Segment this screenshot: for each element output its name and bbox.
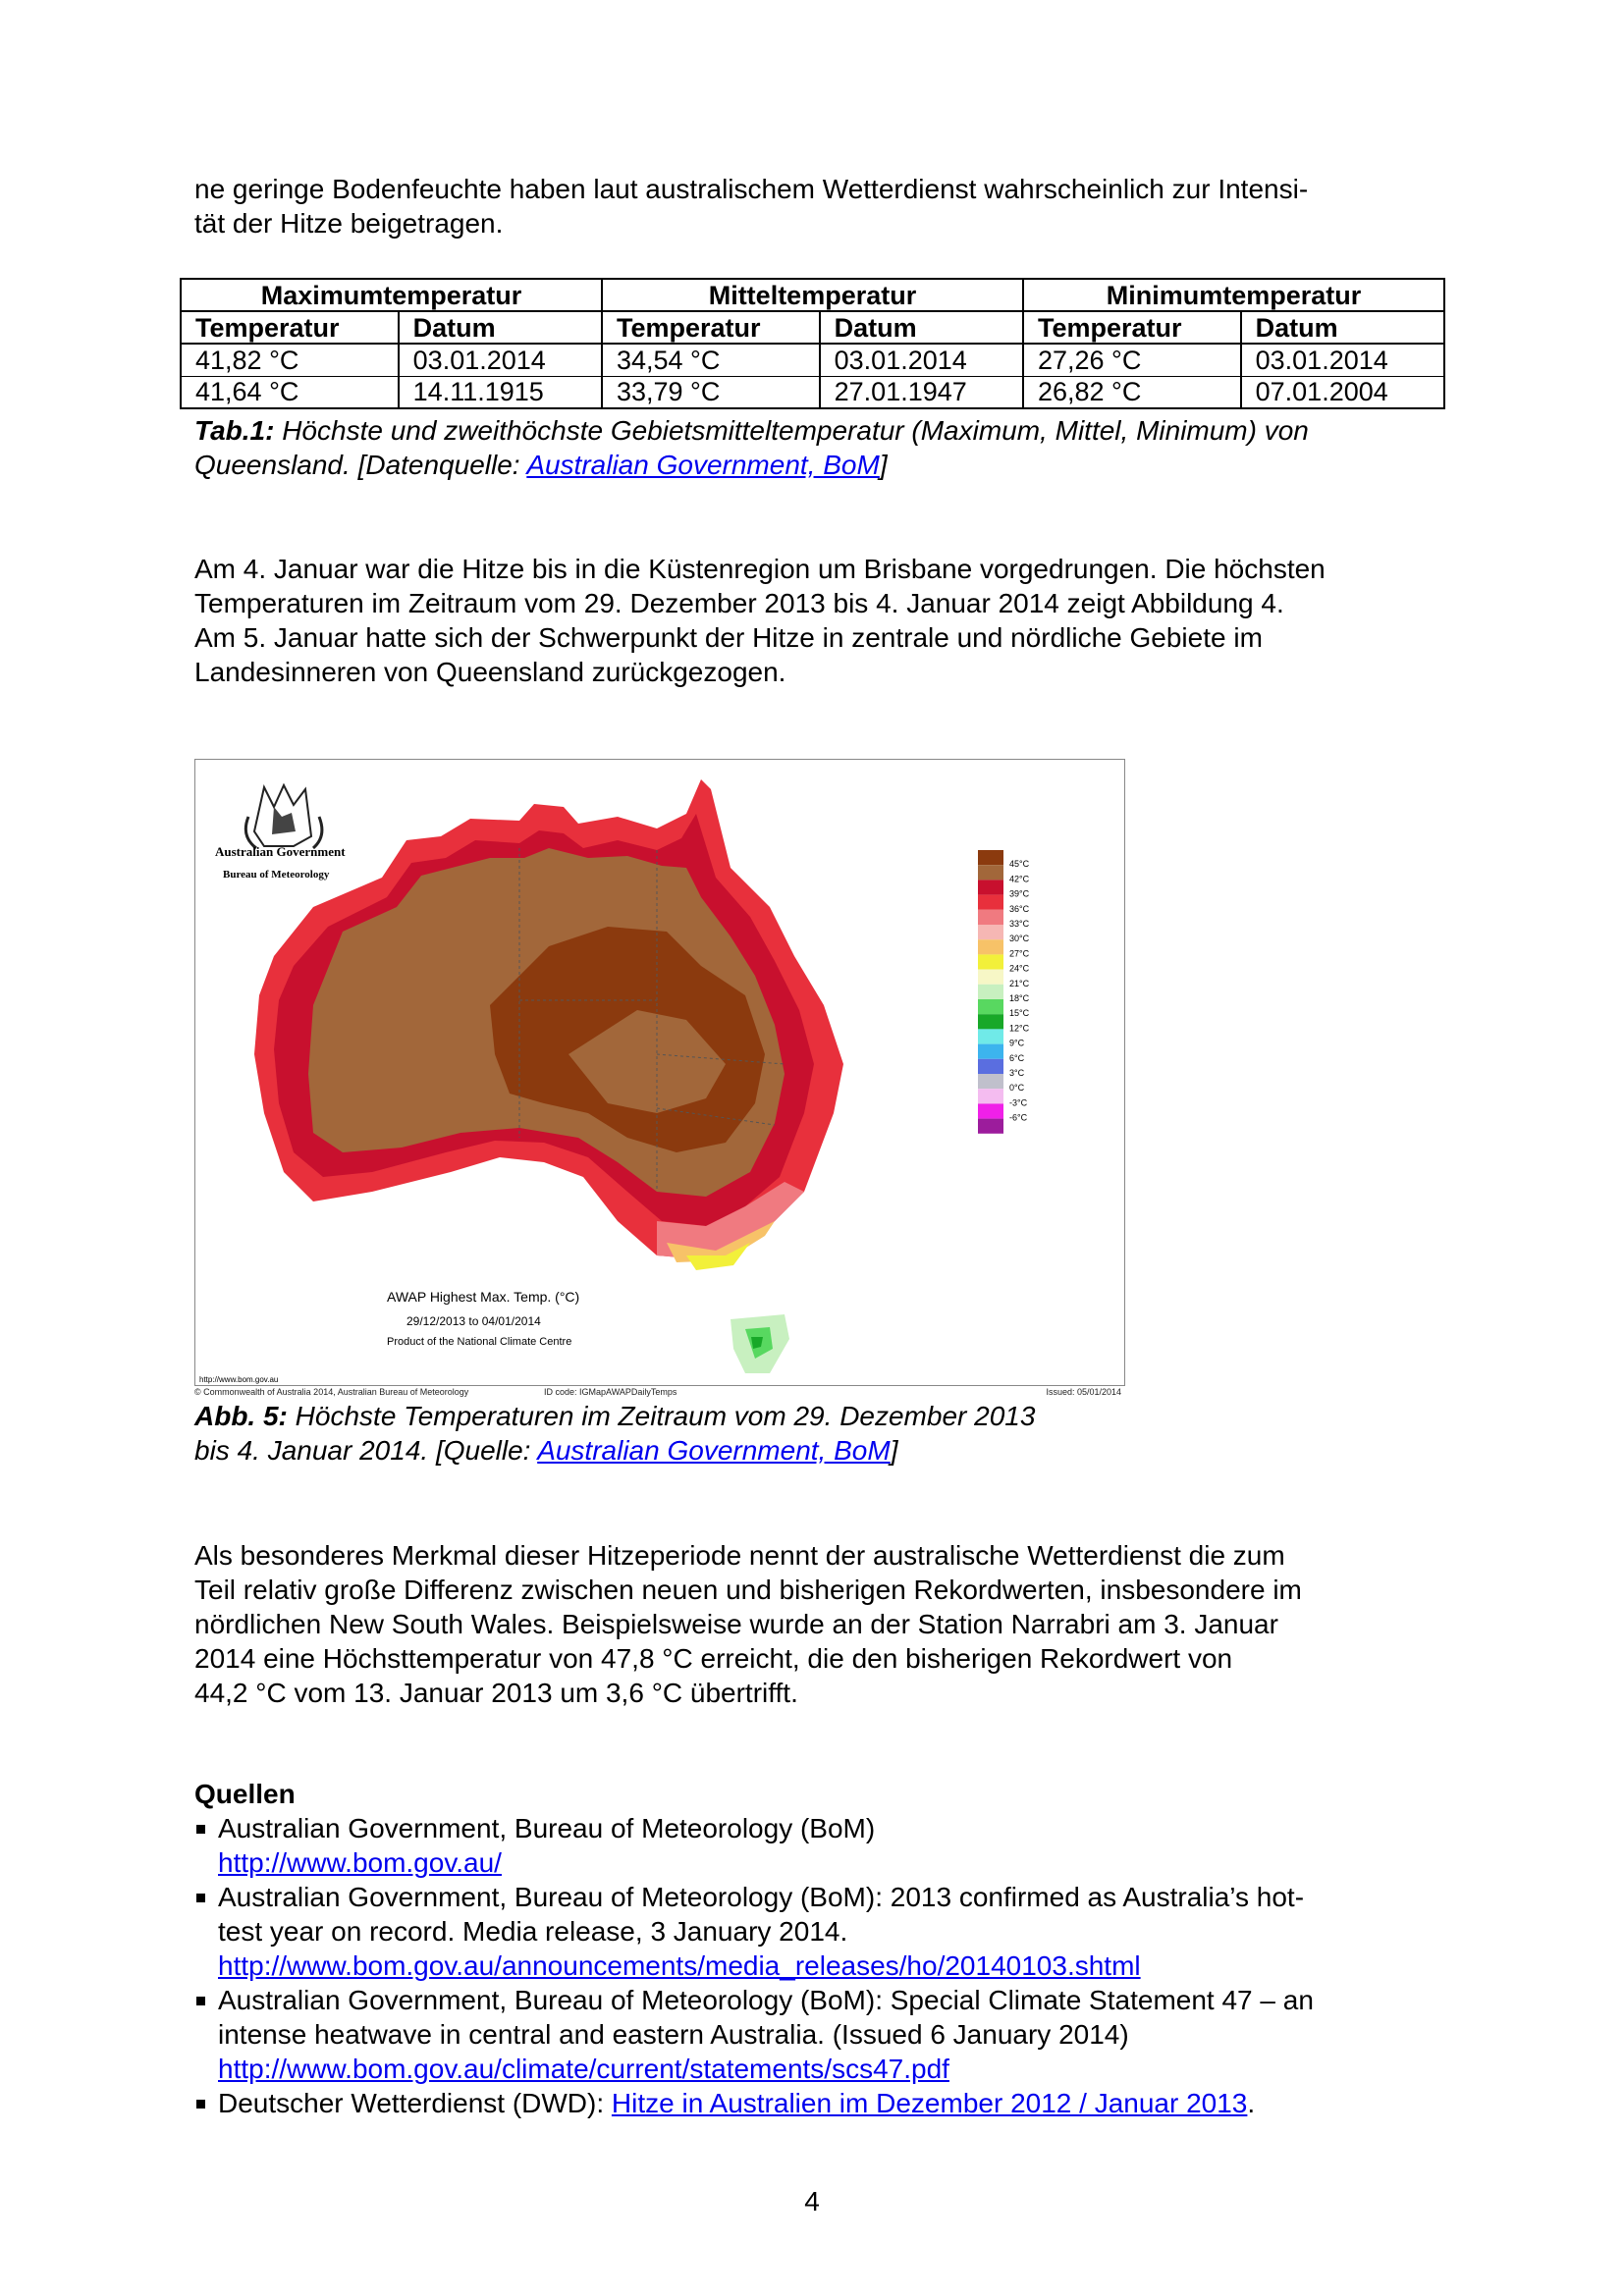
temperature-legend [978, 850, 1030, 1134]
paragraph-2 [194, 1538, 1441, 1710]
sources-heading: Quellen [194, 1779, 296, 1809]
list-item [194, 1880, 1451, 1983]
subheader-cell: Datum [399, 311, 602, 344]
map-issued-date: Issued: 05/01/2014 [1046, 1387, 1121, 1397]
source-link[interactable]: Hitze in Australien im Dezember 2012 / Januar 2013 [611, 2088, 1248, 2118]
legend-label: 30°C [1009, 934, 1030, 944]
table-source-link[interactable]: Australian Government, BoM [526, 450, 880, 480]
figure-source-link[interactable]: Australian Government, BoM [537, 1435, 891, 1466]
tasmania [731, 1314, 789, 1373]
table-caption [194, 413, 1441, 482]
figure-caption-end: ] [890, 1435, 898, 1466]
source-link[interactable]: http://www.bom.gov.au/ [218, 1847, 502, 1878]
legend-label: -3°C [1009, 1097, 1028, 1108]
legend-swatch [978, 895, 1003, 910]
paragraph-line: 44,2 °C vom 13. Januar 2013 um 3,6 °C übertrifft. [194, 1678, 798, 1708]
table-cell: 33,79 °C [602, 376, 820, 408]
australia-temperature-map [195, 760, 1125, 1386]
list-item [194, 1983, 1451, 2086]
source-text: test year on record. Media release, 3 January 2014. [218, 1916, 848, 1947]
source-link[interactable]: http://www.bom.gov.au/announcements/media_releases/ho/20140103.shtml [218, 1950, 1141, 1981]
legend-label: 39°C [1009, 888, 1030, 899]
table-cell: 03.01.2014 [1241, 344, 1444, 376]
legend-label: 9°C [1009, 1038, 1025, 1048]
source-link[interactable]: http://www.bom.gov.au/climate/current/statements/scs47.pdf [218, 2054, 949, 2084]
source-text: Australian Government, Bureau of Meteorology (BoM) [218, 1813, 876, 1843]
legend-label: 36°C [1009, 903, 1030, 914]
legend-swatch [978, 1103, 1003, 1118]
legend-swatch [978, 1014, 1003, 1029]
legend-swatch [978, 865, 1003, 880]
table-caption-label: Tab.1: [194, 415, 275, 446]
source-text: Deutscher Wetterdienst (DWD): [218, 2088, 612, 2118]
page-number: 4 [804, 2186, 820, 2216]
intro-line-1: ne geringe Bodenfeuchte haben laut australischem Wetterdienst wahrscheinlich zur Intensi- [194, 174, 1309, 204]
map-product: Product of the National Climate Centre [387, 1336, 572, 1348]
map-bureau-name: Bureau of Meteorology [223, 869, 330, 881]
legend-swatch [978, 1089, 1003, 1103]
legend-label: 24°C [1009, 963, 1030, 974]
table-cell: 27.01.1947 [820, 376, 1023, 408]
group-header-mean: Mitteltemperatur [602, 279, 1023, 311]
legend-swatch [978, 1044, 1003, 1059]
legend-swatch [978, 910, 1003, 925]
map-id-code: ID code: IGMapAWAPDailyTemps [544, 1387, 677, 1397]
table-group-header-row [181, 279, 1444, 311]
legend-label: 3°C [1009, 1068, 1025, 1078]
legend-swatch [978, 925, 1003, 939]
source-text: Australian Government, Bureau of Meteorology (BoM): 2013 confirmed as Australia’s hot- [218, 1882, 1305, 1912]
paragraph-line: Landesinneren von Queensland zurückgezogen. [194, 657, 786, 687]
legend-label: 45°C [1009, 859, 1030, 870]
figure-caption-text: Höchste Temperaturen im Zeitraum vom 29. Dezember 2013 [287, 1401, 1036, 1431]
legend-label: 15°C [1009, 1008, 1030, 1019]
legend-swatch [978, 1074, 1003, 1089]
legend-swatch [978, 999, 1003, 1014]
table-caption-text: Höchste und zweithöchste Gebietsmitteltemperatur (Maximum, Mittel, Minimum) von [274, 415, 1309, 446]
table-cell: 03.01.2014 [399, 344, 602, 376]
paragraph-line: Am 5. Januar hatte sich der Schwerpunkt der Hitze in zentrale und nördliche Gebiete im [194, 622, 1263, 653]
legend-label: 33°C [1009, 919, 1030, 929]
table-cell: 41,82 °C [181, 344, 399, 376]
legend-swatch [978, 970, 1003, 985]
figure-caption-label: Abb. 5: [194, 1401, 288, 1431]
table-row [181, 344, 1444, 376]
legend-label: 18°C [1009, 993, 1030, 1003]
map-title: AWAP Highest Max. Temp. (°C) [387, 1289, 580, 1305]
subheader-cell: Temperatur [1023, 311, 1241, 344]
paragraph-line: nördlichen New South Wales. Beispielsweise wurde an der Station Narrabri am 3. Januar [194, 1609, 1278, 1639]
paragraph-line: 2014 eine Höchsttemperatur von 47,8 °C erreicht, die den bisherigen Rekordwert von [194, 1643, 1233, 1674]
legend-swatch [978, 985, 1003, 999]
legend-label: 12°C [1009, 1023, 1030, 1034]
legend-label: 6°C [1009, 1052, 1025, 1063]
table-cell: 07.01.2004 [1241, 376, 1444, 408]
legend-label: -6°C [1009, 1112, 1028, 1123]
legend-label: 27°C [1009, 948, 1030, 959]
map-period: 29/12/2013 to 04/01/2014 [406, 1314, 541, 1328]
table-cell: 27,26 °C [1023, 344, 1241, 376]
subheader-cell: Datum [1241, 311, 1444, 344]
table-caption-text-2: Queensland. [Datenquelle: [194, 450, 527, 480]
map-url: http://www.bom.gov.au [199, 1375, 279, 1384]
table-cell: 26,82 °C [1023, 376, 1241, 408]
table-caption-end: ] [879, 450, 888, 480]
group-header-min: Minimumtemperatur [1023, 279, 1444, 311]
figure-caption-text-2: bis 4. Januar 2014. [Quelle: [194, 1435, 538, 1466]
paragraph-line: Teil relativ große Differenz zwischen neuen und bisherigen Rekordwerten, insbesondere im [194, 1575, 1302, 1605]
list-item [194, 1811, 1451, 1880]
temperature-table [180, 278, 1445, 409]
paragraph-line: Temperaturen im Zeitraum vom 29. Dezember 2013 bis 4. Januar 2014 zeigt Abbildung 4. [194, 588, 1284, 618]
group-header-max: Maximumtemperatur [181, 279, 602, 311]
table-subheader-row [181, 311, 1444, 344]
legend-swatch [978, 850, 1003, 865]
intro-line-2: tät der Hitze beigetragen. [194, 208, 504, 239]
source-text-end: . [1247, 2088, 1256, 2118]
legend-swatch [978, 1059, 1003, 1074]
table-cell: 14.11.1915 [399, 376, 602, 408]
subheader-cell: Datum [820, 311, 1023, 344]
legend-swatch [978, 954, 1003, 969]
legend-label: 0°C [1009, 1083, 1025, 1094]
legend-label: 21°C [1009, 978, 1030, 988]
source-text: intense heatwave in central and eastern Australia. (Issued 6 January 2014) [218, 2019, 1129, 2050]
source-text: Australian Government, Bureau of Meteorology (BoM): Special Climate Statement 47 – an [218, 1985, 1314, 2015]
subheader-cell: Temperatur [602, 311, 820, 344]
legend-swatch [978, 939, 1003, 954]
temperature-map-figure [194, 759, 1125, 1386]
legend-swatch [978, 880, 1003, 894]
map-org-name: Australian Government [215, 844, 346, 859]
intro-paragraph [194, 172, 1441, 240]
figure-caption [194, 1399, 1137, 1468]
paragraph-line: Am 4. Januar war die Hitze bis in die Küstenregion um Brisbane vorgedrungen. Die höchsten [194, 554, 1326, 584]
table-row [181, 376, 1444, 408]
table-cell: 41,64 °C [181, 376, 399, 408]
legend-swatch [978, 1029, 1003, 1043]
legend-label: 42°C [1009, 874, 1030, 884]
map-copyright: © Commonwealth of Australia 2014, Australian Bureau of Meteorology [194, 1387, 469, 1397]
sources-list [194, 1811, 1451, 2120]
legend-swatch [978, 1119, 1003, 1134]
list-item [194, 2086, 1451, 2120]
coat-of-arms-icon [245, 785, 322, 848]
subheader-cell: Temperatur [181, 311, 399, 344]
map-footer [194, 1386, 1125, 1400]
table-cell: 34,54 °C [602, 344, 820, 376]
paragraph-line: Als besonderes Merkmal dieser Hitzeperiode nennt der australische Wetterdienst die zum [194, 1540, 1285, 1571]
paragraph-1 [194, 552, 1441, 689]
table-cell: 03.01.2014 [820, 344, 1023, 376]
